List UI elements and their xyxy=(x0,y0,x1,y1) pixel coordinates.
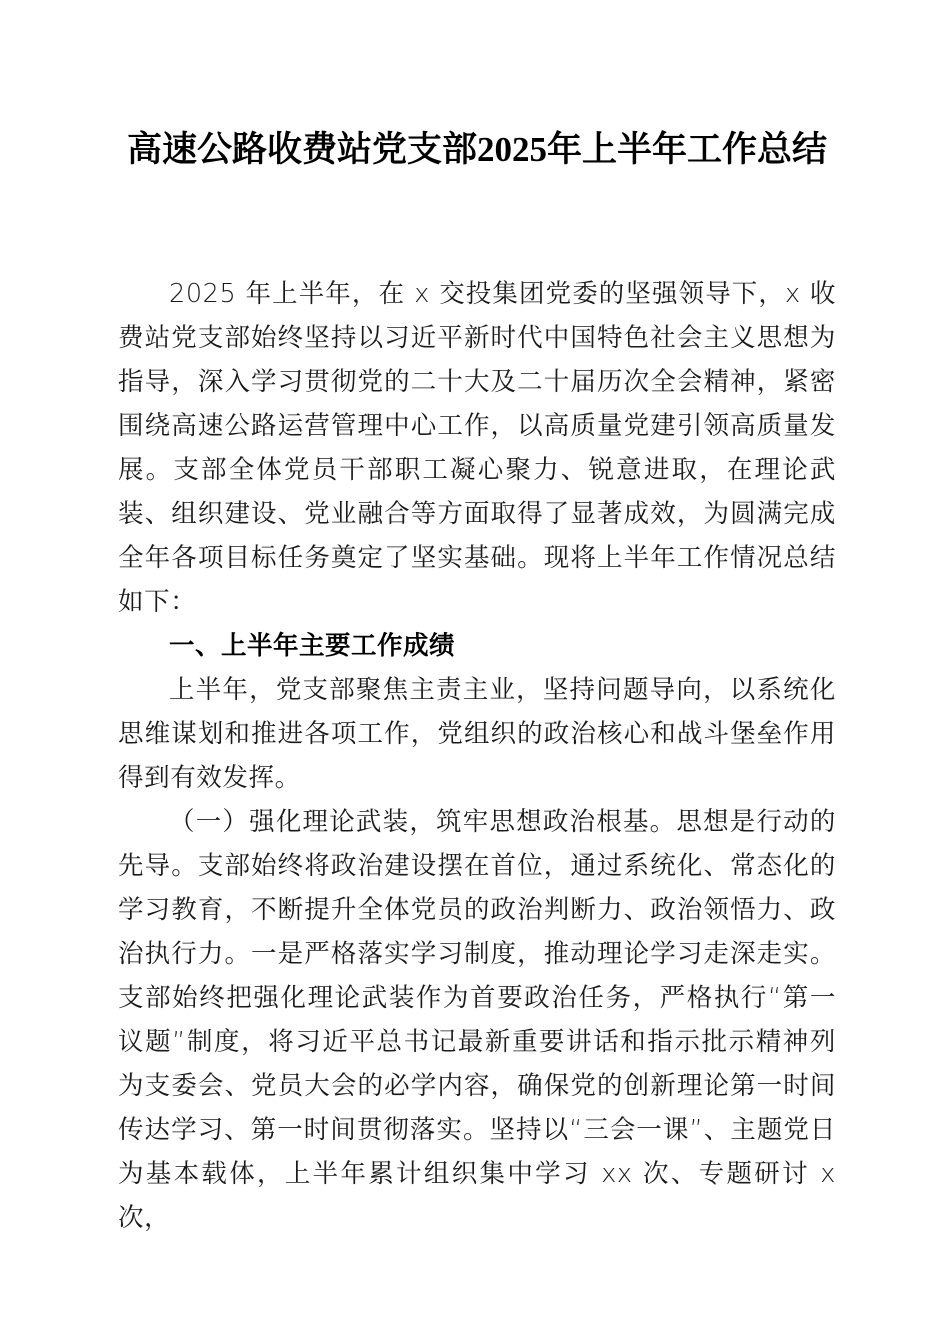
page-title: 高速公路收费站党支部2025年上半年工作总结 xyxy=(126,130,827,169)
intro-paragraph: 2025 年上半年，在 x 交投集团党委的坚强领导下，x 收费站党支部始终坚持以习近平新时代中国特色社会主义思想为指导，深入学习贯彻党的二十大及二十届历次全会精神，紧密围绕高速公路运营管理中心工作，以高质量党建引领高质量发展。支部全体党员干部职工凝心聚力、锐意进取，在理论武装、组织建设、党业融合等方面取得了显著成效，为圆满完成全年各项目标任务奠定了坚实基础。现将上半年工作情况总结如下： xyxy=(118,279,836,617)
document-content xyxy=(118,272,836,1240)
section-heading-1: 一、上半年主要工作成绩 xyxy=(169,631,456,661)
subsection-1-paragraph: （一）强化理论武装，筑牢思想政治根基。思想是行动的先导。支部始终将政治建设摆在首位，通过系统化、常态化的学习教育，不断提升全体党员的政治判断力、政治领悟力、政治执行力。一是严格落实学习制度，推动理论学习走深走实。支部始终把强化理论武装作为首要政治任务，严格执行“第一议题”制度，将习近平总书记最新重要讲话和指示批示精神列为支委会、党员大会的必学内容，确保党的创新理论第一时间传达学习、第一时间贯彻落实。坚持以“三会一课”、主题党日为基本载体，上半年累计组织集中学习 xx 次、专题研讨 x 次， xyxy=(118,807,836,1233)
section-1-lead-paragraph: 上半年，党支部聚焦主责主业，坚持问题导向，以系统化思维谋划和推进各项工作，党组织的政治核心和战斗堡垒作用得到有效发挥。 xyxy=(118,675,836,793)
